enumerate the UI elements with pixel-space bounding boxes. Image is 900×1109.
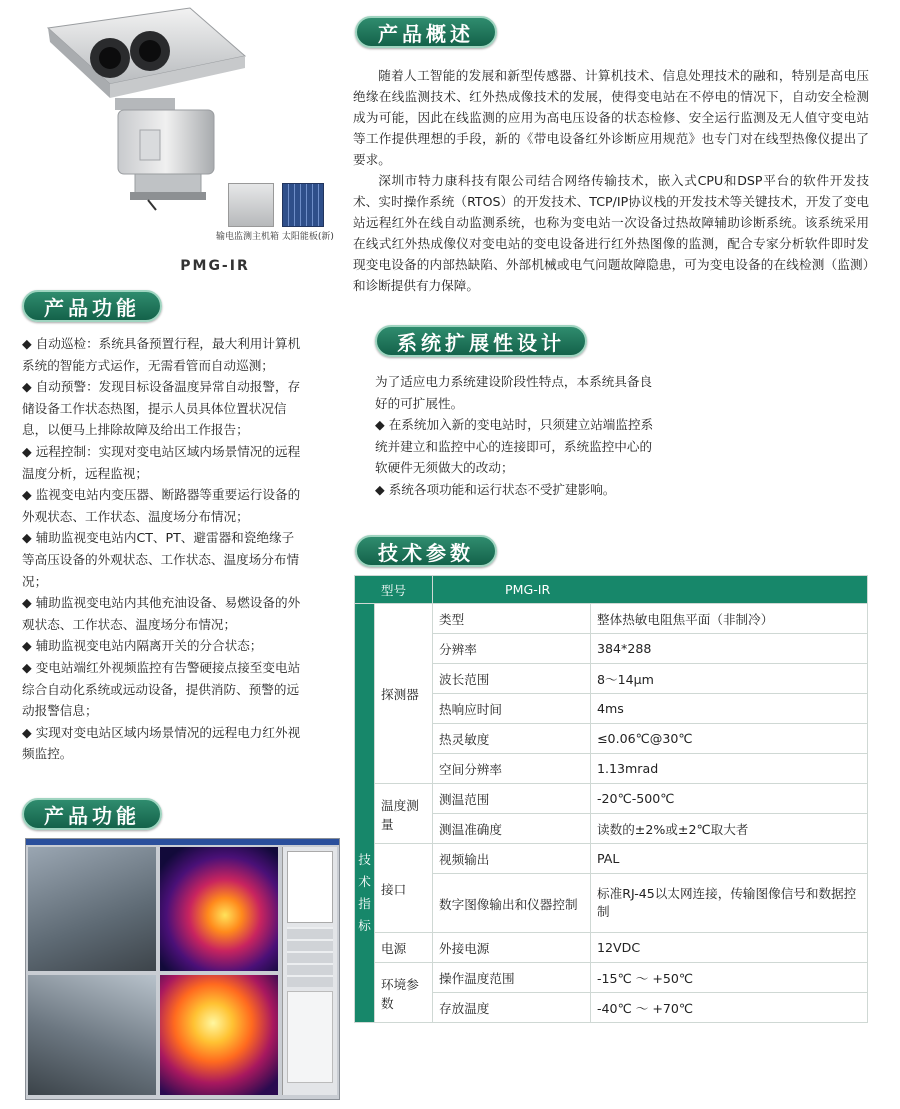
spec-param: 热灵敏度 — [433, 724, 591, 754]
diamond-bullet-icon: ◆ — [22, 379, 32, 395]
visible-camera-view — [28, 847, 156, 971]
spec-group: 温度测量 — [375, 784, 433, 844]
model-caption: PMG-IR — [180, 258, 250, 274]
function-item: ◆ 自动预警：发现目标设备温度异常自动报警，存储设备工作状态热图，提示人员具体位置状况信息，以便马上排除故障及给出工作报告； — [22, 379, 301, 438]
diamond-bullet-icon: ◆ — [22, 595, 32, 611]
diamond-bullet-icon: ◆ — [375, 417, 385, 433]
scalability-intro: 为了适应电力系统建设阶段性特点，本系统具备良好的可扩展性。 — [375, 374, 653, 411]
thermal-camera-view — [160, 975, 278, 1095]
spec-param: 分辨率 — [433, 634, 591, 664]
visible-camera-view — [28, 975, 156, 1095]
spec-value: 1.13mrad — [591, 754, 868, 784]
table-row — [355, 604, 868, 634]
solar-panel-image — [282, 183, 324, 227]
spec-value: -40℃ ～ +70℃ — [591, 993, 868, 1023]
function-item: ◆ 监视变电站内变压器、断路器等重要运行设备的外观状态、工作状态、温度场分布情况； — [22, 487, 301, 524]
overview-text — [353, 65, 869, 296]
table-row — [355, 844, 868, 874]
spec-param: 测温范围 — [433, 784, 591, 814]
diamond-bullet-icon: ◆ — [375, 481, 385, 497]
function-item: ◆ 辅助监视变电站内其他充油设备、易燃设备的外观状态、工作状态、温度场分布情况； — [22, 595, 301, 632]
overview-title: 产品概述 — [355, 16, 497, 48]
spec-value: 读数的±2%或±2℃取大者 — [591, 814, 868, 844]
thermal-camera-image — [40, 6, 255, 211]
table-row — [355, 963, 868, 993]
spec-param: 外接电源 — [433, 933, 591, 963]
spec-model-value: PMG-IR — [433, 576, 868, 604]
spec-param: 存放温度 — [433, 993, 591, 1023]
spec-table — [354, 575, 868, 1023]
table-row — [355, 933, 868, 963]
spec-param: 视频输出 — [433, 844, 591, 874]
spec-group: 接口 — [375, 844, 433, 933]
spec-model-label: 型号 — [355, 576, 433, 604]
spec-category: 技术指标 — [355, 604, 375, 1023]
spec-value: 384*288 — [591, 634, 868, 664]
spec-value: 整体热敏电阻焦平面（非制冷） — [591, 604, 868, 634]
thumb-label-host: 输电监测主机箱 — [216, 232, 280, 242]
function-title-1: 产品功能 — [22, 290, 162, 322]
function-title-2: 产品功能 — [22, 798, 162, 830]
spec-value: 8～14μm — [591, 664, 868, 694]
spec-group: 电源 — [375, 933, 433, 963]
spec-value: 标准RJ-45以太网连接，传输图像信号和数据控制 — [591, 874, 868, 933]
spec-param: 热响应时间 — [433, 694, 591, 724]
overview-paragraph-2: 深圳市特力康科技有限公司结合网络传输技术，嵌入式CPU和DSP平台的软件开发技术、实时操作系统（RTOS）的开发技术、TCP/IP协议栈的开发技术等关键技术，开发了变电站远程红外在线自动监测系统，也称为变电站一次设备过热故障辅助诊断系统。该系统采用在线式红外热成像仪对变电站的变电设备进行红外热图像的监测，配合专家分析软件即时发现变电设备的内部热缺陷、外部机械或电气问题故障隐患，可为变电设备的在线检测（监测）和诊断提供有力保障。 — [353, 173, 869, 293]
thumb-label-solar: 太阳能板(新) — [281, 232, 334, 242]
spec-param: 测温准确度 — [433, 814, 591, 844]
function-item: ◆ 辅助监视变电站内隔离开关的分合状态； — [22, 638, 263, 654]
function-item: ◆ 实现对变电站区域内场景情况的远程电力红外视频监控。 — [22, 724, 301, 762]
function-item: ◆ 远程控制：实现对变电站区域内场景情况的远程温度分析，远程监视； — [22, 443, 301, 481]
diamond-bullet-icon: ◆ — [22, 659, 32, 675]
diamond-bullet-icon: ◆ — [22, 530, 32, 546]
function-item: ◆ 变电站端红外视频监控有告警硬接点接至变电站综合自动化系统或远动设备，提供消防、预警的远动报警信息； — [22, 659, 301, 719]
spec-param: 类型 — [433, 604, 591, 634]
overview-paragraph-1: 随着人工智能的发展和新型传感器、计算机技术、信息处理技术的融和，特别是高电压绝缘在线监测技术、红外热成像技术的发展，使得变电站在不停电的情况下，自动安全检测成为可能，因此在线监测的应用为高电压设备的状态检修、安全运行监测及无人值守变电站等工作提供理想的手段，新的《带电设备红外诊断应用规范》也专门对在线型热像仪提出了要求。 — [353, 68, 869, 167]
spec-param: 数字图像输出和仪器控制 — [433, 874, 591, 933]
function-item: ◆ 自动巡检：系统具备预置行程，最大利用计算机系统的智能方式运作，无需看管而自动巡测； — [22, 336, 301, 373]
spec-value: PAL — [591, 844, 868, 874]
thermal-camera-view — [160, 847, 278, 971]
function-item: ◆ 辅助监视变电站内CT、PT、避雷器和瓷绝缘子等高压设备的外观状态、工作状态、温度场分布情况； — [22, 530, 300, 589]
spec-header-row — [355, 576, 868, 604]
spec-value: ≤0.06℃@30℃ — [591, 724, 868, 754]
scalability-item: ◆ 在系统加入新的变电站时，只须建立站端监控系统并建立和监控中心的连接即可，系统监控中心的软硬件无须做大的改动； — [375, 417, 654, 476]
screenshot-titlebar — [26, 839, 339, 845]
diamond-bullet-icon: ◆ — [22, 638, 32, 654]
spec-param: 空间分辨率 — [433, 754, 591, 784]
software-screenshot — [25, 838, 340, 1100]
spec-group: 环境参数 — [375, 963, 433, 1023]
diamond-bullet-icon: ◆ — [22, 336, 32, 351]
spec-value: 4ms — [591, 694, 868, 724]
function-list — [22, 333, 305, 765]
spec-value: -20℃-500℃ — [591, 784, 868, 814]
control-panel — [282, 847, 337, 1095]
scalability-item: ◆ 系统各项功能和运行状态不受扩建影响。 — [375, 481, 616, 497]
diamond-bullet-icon: ◆ — [22, 487, 32, 503]
host-box-image — [228, 183, 274, 227]
spec-param: 波长范围 — [433, 664, 591, 694]
diamond-bullet-icon: ◆ — [22, 724, 32, 740]
spec-value: -15℃ ～ +50℃ — [591, 963, 868, 993]
spec-group: 探测器 — [375, 604, 433, 784]
spec-value: 12VDC — [591, 933, 868, 963]
spec-param: 操作温度范围 — [433, 963, 591, 993]
spec-title: 技术参数 — [355, 535, 497, 567]
scalability-title: 系统扩展性设计 — [375, 325, 587, 357]
scalability-text — [375, 371, 663, 501]
diamond-bullet-icon: ◆ — [22, 443, 32, 459]
table-row — [355, 784, 868, 814]
